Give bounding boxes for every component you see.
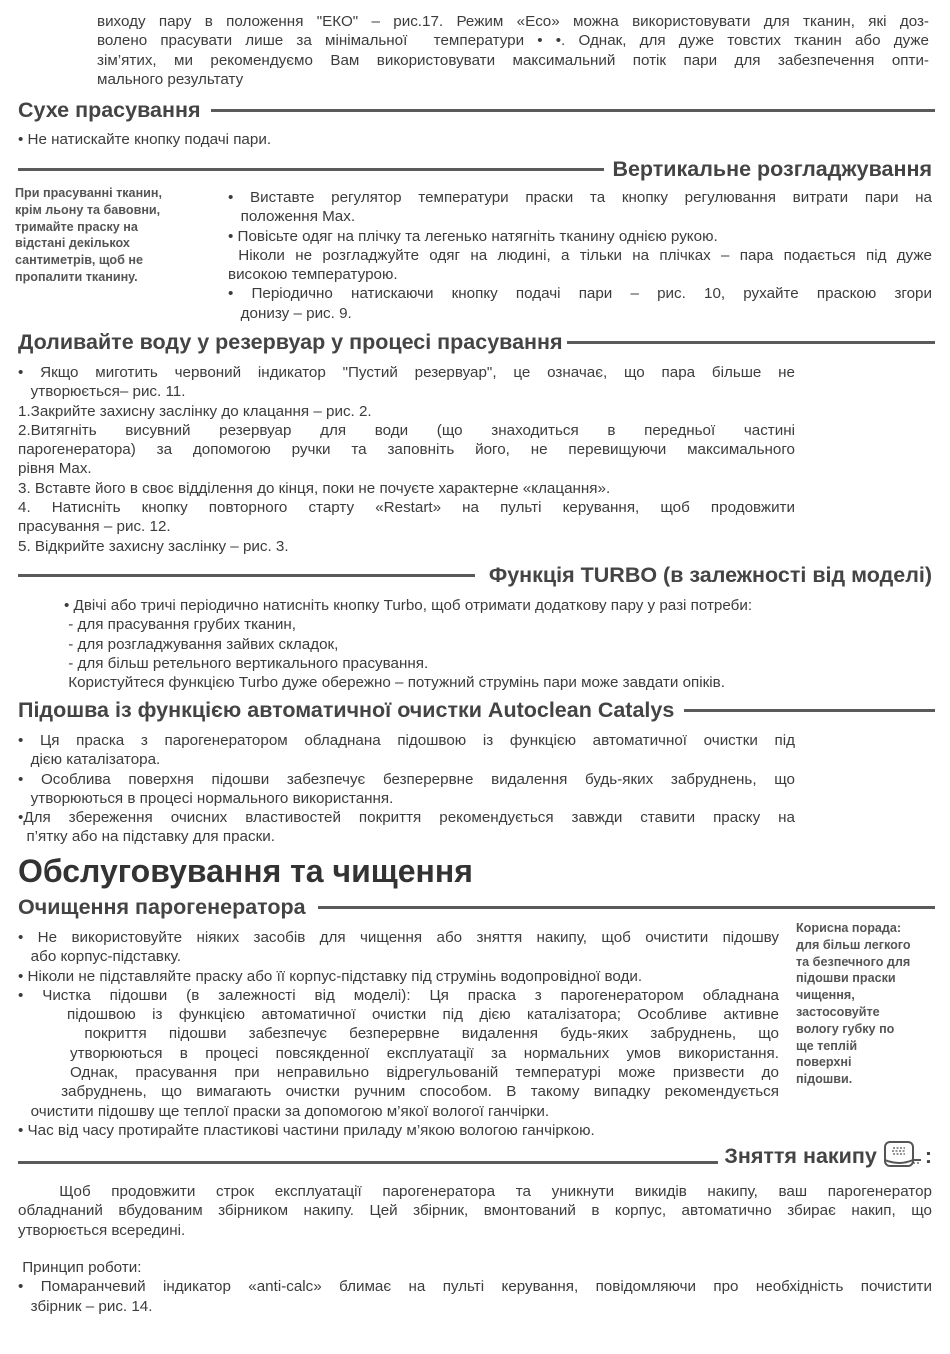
soleplate-paragraph (18, 731, 795, 847)
heading-rule (211, 109, 936, 112)
text-line: положення Max. (228, 208, 356, 226)
text-line: або корпус-підставку. (18, 948, 181, 966)
side-note-line: чищення, (796, 988, 855, 1003)
text-line: рівня Max. (18, 460, 92, 478)
intro-paragraph (97, 12, 929, 89)
text-line: високою температурою. (228, 266, 398, 284)
side-note-line: поверхні (796, 1055, 852, 1070)
text-line: Принцип роботи: (18, 1259, 142, 1276)
text-line: мального результату (97, 70, 244, 88)
text-line: 5. Відкрийте захисну заслінку – рис. 3. (18, 537, 289, 555)
side-note-line: сантиметрів, щоб не (15, 253, 143, 268)
text-line: підошвою із функцією автоматичної очистки під дією каталізатора; Особливе активне (18, 1006, 779, 1024)
heading-vertical-steaming (18, 155, 932, 183)
text-line: • Двічі або тричі періодично натисніть кнопку Turbo, щоб отримати додаткову пару у разі потреби: (64, 597, 753, 614)
refill-paragraph (18, 363, 795, 556)
text-line: донизу – рис. 9. (228, 304, 352, 322)
side-note-line: тримайте праску на (15, 219, 138, 234)
heading-text: Очищення парогенератора (18, 894, 306, 919)
text-line: парогенератора) за допомогою ручки та заповніть його, не перевищуючи максимального (18, 441, 795, 459)
text-line: • Особлива поверхня підошви забезпечує безперервне видалення будь-яких забруднень, що (18, 770, 795, 788)
text-line: утворюються в процесі повсякденної експлуатації за нормальних умов використання. (18, 1044, 779, 1062)
side-note-fabric-distance (15, 185, 162, 286)
text-line: волено прасувати лише за мінімальної температури • •. Однак, для дуже товстих тканин або дуже (97, 32, 929, 50)
heading-text: Зняття накипу (724, 1143, 877, 1168)
heading-rule (18, 168, 604, 171)
text-line: прасування – рис. 12. (18, 518, 171, 536)
bullet-item: • Не натискайте кнопку подачі пари. (18, 131, 272, 148)
text-line: • Час від часу протирайте пластикові частини приладу м’якою вологою ганчіркою. (18, 1121, 595, 1139)
side-note-line: та безпечного для (796, 954, 911, 969)
vertical-paragraph (228, 188, 932, 323)
text-line: Ніколи не розгладжуйте одяг на людині, а тільки на плічках – пара подається під дуже (228, 246, 932, 264)
text-line: • Періодично натискаючи кнопку подачі пари – рис. 10, рухайте праскою згори (228, 285, 932, 303)
text-line: 1.Закрийте захисну заслінку до клацання – рис. 2. (18, 402, 372, 420)
page-title-maintenance: Обслуговування та чищення (18, 853, 473, 889)
descaling-paragraph (18, 1182, 932, 1240)
side-note-line: пропалити тканину. (15, 269, 138, 284)
text-line: • Не використовуйте ніяких засобів для чищення або зняття накипу, щоб очистити підошву (18, 929, 779, 946)
heading-turbo (18, 561, 932, 589)
text-line: - для розгладжування зайвих складок, (64, 635, 339, 653)
text-line: Користуйтеся функцією Turbo дуже обережно – потужний струмінь пари може завдати опіків. (64, 674, 725, 692)
heading-text: Вертикальне розгладжування (612, 156, 932, 181)
text-line: - для прасування грубих тканин, (64, 616, 296, 634)
side-note-line: відстані декількох (15, 236, 130, 251)
side-note-line: крім льону та бавовни, (15, 202, 161, 217)
heading-refill-water (18, 328, 935, 356)
text-line: • Повісьте одяг на плічку та легенько натягніть тканину однією рукою. (228, 227, 718, 245)
side-note-line: підошви праски (796, 971, 896, 986)
text-line: виходу пару в положення "ЕКО" – рис.17. Режим «Eco» можна використовувати для тканин, які доз- (97, 13, 929, 30)
text-line: • Чистка підошви (в залежності від моделі): Ця праска з парогенератором обладнана (18, 986, 779, 1004)
side-note-useful-tip (796, 920, 911, 1088)
side-note-line: ще теплій (796, 1038, 858, 1053)
heading-descaling (18, 1136, 932, 1176)
side-note-line: для більш легкого (796, 937, 911, 952)
text-line: • Якщо миготить червоний індикатор "Пустий резервуар", це означає, що пара більше не (18, 364, 795, 381)
side-note-line: підошви. (796, 1072, 853, 1087)
dry-paragraph (18, 130, 918, 149)
text-line: • Помаранчевий індикатор «anti-calc» блимає на пульті керування, повідомляючи про необхідність почистити (18, 1278, 932, 1296)
heading-rule (684, 709, 935, 712)
heading-text: Функція TURBO (в залежності від моделі) (488, 562, 932, 587)
side-note-line: вологу губку по (796, 1021, 895, 1036)
text-line: • Ця праска з парогенератором обладнана підошвою із функцією автоматичної очистки під (18, 732, 795, 749)
text-line: Однак, прасування при неправильно відрегульованій температурі може призвести до (18, 1064, 779, 1082)
heading-rule (18, 574, 475, 577)
side-note-line: При прасуванні тканин, (15, 186, 163, 200)
heading-cleaning (18, 893, 935, 921)
turbo-paragraph (64, 596, 934, 692)
text-line: утворюються в процесі нормального використання. (18, 789, 394, 807)
heading-rule (18, 1161, 718, 1164)
text-line: - для більш ретельного вертикального прасування. (64, 654, 429, 672)
text-line: утворюється– рис. 11. (18, 383, 186, 401)
heading-suffix: : (924, 1143, 932, 1168)
text-line: 3. Вставте його в своє відділення до кінця, поки не почуєте характерне «клацання». (18, 479, 611, 497)
side-note-line: Корисна порада: (796, 921, 902, 935)
heading-text: Підошва із функцією автоматичної очистки Autoclean Catalys (18, 697, 675, 722)
heading-rule (567, 341, 935, 344)
text-line: утворюється всередині. (18, 1221, 186, 1239)
text-line: • Виставте регулятор температури праски та кнопку регулювання витрати пари на (228, 189, 932, 206)
text-line: покриття підошви забезпечує безперервне видалення будь-яких забруднень, що (18, 1025, 779, 1043)
descaling-collector-icon (883, 1139, 923, 1173)
heading-text: Доливайте воду у резервуар у процесі прасування (18, 329, 563, 354)
text-line: п’ятку або на підставку для праски. (18, 828, 275, 846)
text-line: 4. Натисніть кнопку повторного старту «Restart» на пульті керування, щоб продовжити (18, 499, 795, 517)
text-line: Щоб продовжити строк експлуатації парогенератора та уникнути викидів накипу, ваш парогенератор (18, 1183, 932, 1200)
text-line: збірник – рис. 14. (18, 1297, 153, 1315)
text-line: •Для збереження очисних властивостей покриття рекомендується завжди ставити праску на (18, 809, 795, 827)
heading-soleplate (18, 696, 935, 724)
text-line: зім’ятих, ми рекомендуємо Вам використовувати максимальний потік пари для забезпечення опти- (97, 51, 929, 69)
cleaning-paragraph (18, 928, 779, 1140)
heading-text: Сухе прасування (18, 97, 201, 122)
text-line: • Ніколи не підставляйте праску або її корпус-підставку під струмінь водопровідної води. (18, 967, 643, 985)
heading-rule (318, 906, 935, 909)
text-line: 2.Витягніть висувний резервуар для води (що знаходиться в передньої частині (18, 421, 795, 439)
text-line: обладнаний вбудованим збірником накипу. Цей збірник, вмонтований в корпус, автоматично збирає накип, що (18, 1202, 932, 1220)
side-note-line: застосовуйте (796, 1004, 880, 1019)
text-line: очистити підошву ще теплої праски за допомогою м’якої вологої ганчірки. (18, 1102, 550, 1120)
descaling-principle (18, 1258, 932, 1316)
heading-dry-ironing (18, 96, 935, 124)
text-line: дією каталізатора. (18, 751, 161, 769)
text-line: забруднень, що вимагають очистки ручним способом. В такому випадку рекомендується (18, 1083, 779, 1101)
